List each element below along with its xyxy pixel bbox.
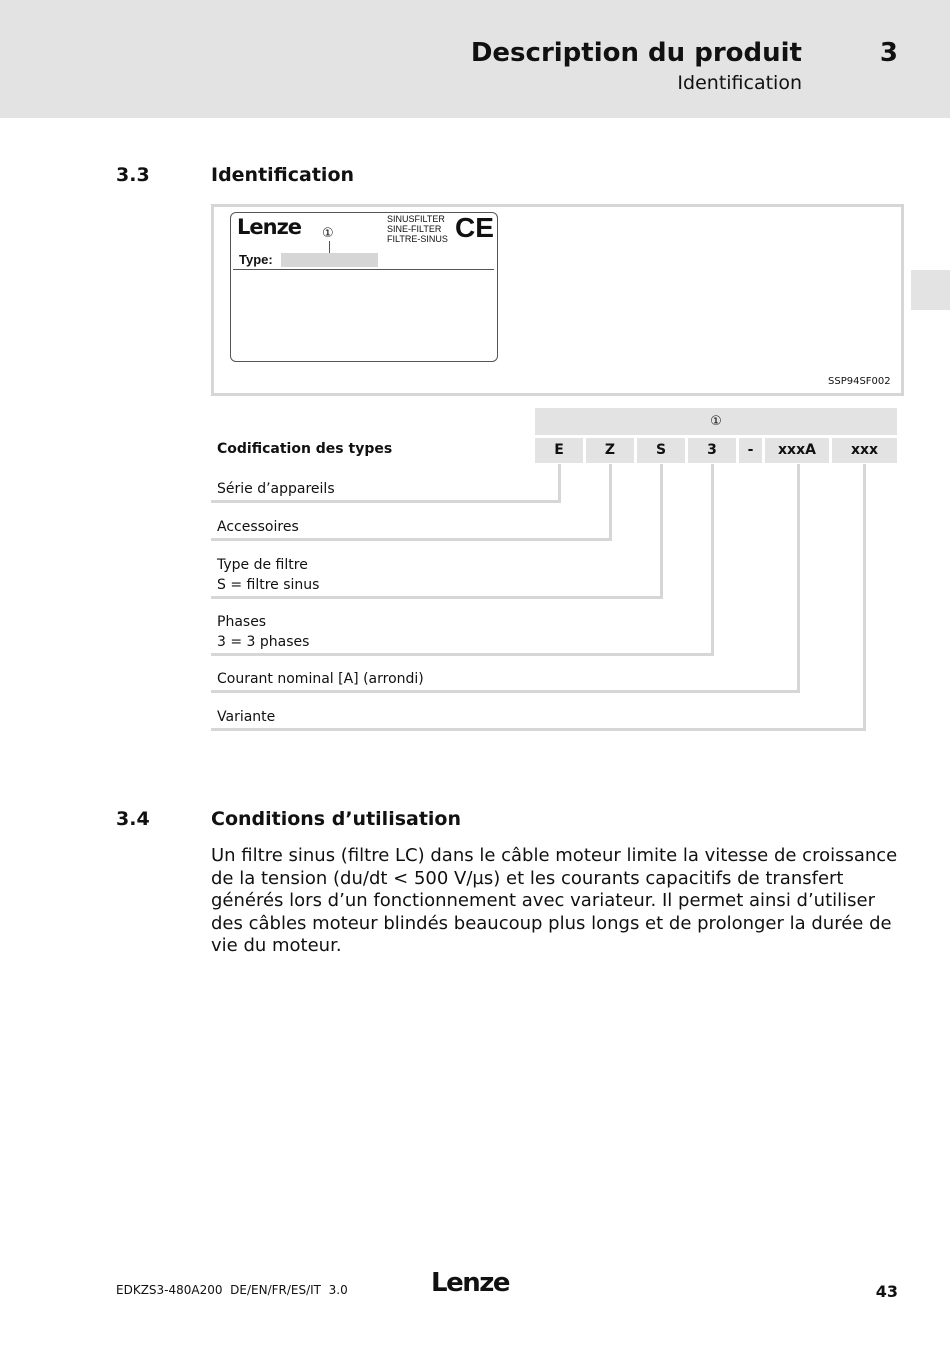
section-number: 3.4 xyxy=(116,808,150,830)
nameplate-brand-logo: Lenze xyxy=(237,215,302,239)
connector-line xyxy=(609,464,612,541)
figure-code: SSP94SF002 xyxy=(828,376,891,387)
type-code-row-label: Phases 3 = 3 phases xyxy=(217,614,310,650)
type-code-row-label: Type de filtre S = filtre sinus xyxy=(217,557,320,593)
section-number: 3.3 xyxy=(116,164,150,186)
type-code-cell: xxx xyxy=(832,438,897,463)
type-code-row-label: Série d’appareils xyxy=(217,481,335,497)
chapter-number: 3 xyxy=(879,38,898,68)
body-paragraph: Un filtre sinus (filtre LC) dans le câble moteur limite la vitesse de croissance de la tension (du/dt < 500 V/µs) et les courants capacitifs de transfert générés lors d’un fonctionnement avec variateur. Il permet ainsi d’utiliser des câbles moteur blindés beaucoup plus longs et de prolonger la durée de vie du moteur. xyxy=(211,845,898,956)
connector-line xyxy=(211,653,714,656)
type-code-row-label: Courant nominal [A] (arrondi) xyxy=(217,671,424,687)
type-code-callout-marker: ① xyxy=(535,408,897,435)
type-code-row-label: Variante xyxy=(217,709,276,725)
type-code-cell: S xyxy=(637,438,685,463)
type-code-cell: xxxA xyxy=(765,438,829,463)
type-field xyxy=(281,253,378,267)
connector-line xyxy=(863,464,866,731)
nameplate-product-line: SINE-FILTER xyxy=(387,224,442,234)
nameplate-product-line: FILTRE-SINUS xyxy=(387,234,448,244)
type-code-cell: E xyxy=(535,438,583,463)
type-label: Type: xyxy=(239,252,273,267)
type-code-cell: 3 xyxy=(688,438,736,463)
connector-line xyxy=(211,538,612,541)
chapter-subtitle: Identification xyxy=(677,72,802,94)
type-code-heading: Codification des types xyxy=(217,441,393,457)
type-code-row-label: Accessoires xyxy=(217,519,299,535)
type-code-cell: - xyxy=(739,438,762,463)
connector-line xyxy=(660,464,663,599)
ce-mark-icon: CE xyxy=(455,212,494,243)
connector-line xyxy=(797,464,800,693)
section-title: Identification xyxy=(211,164,355,186)
chapter-title: Description du produit xyxy=(470,38,802,68)
type-code-cell: Z xyxy=(586,438,634,463)
nameplate-callout-marker: ① xyxy=(322,226,334,241)
connector-line xyxy=(211,690,800,693)
footer-brand-logo: Lenze xyxy=(431,1268,509,1298)
footer-document-id: EDKZS3-480A200 DE/EN/FR/ES/IT 3.0 xyxy=(116,1283,348,1297)
chapter-side-tab xyxy=(911,270,950,310)
connector-line xyxy=(558,464,561,503)
nameplate-product-line: SINUSFILTER xyxy=(387,214,445,224)
connector-line xyxy=(211,728,866,731)
page-number: 43 xyxy=(875,1282,898,1301)
connector-line xyxy=(211,596,663,599)
connector-line xyxy=(711,464,714,656)
nameplate-divider xyxy=(233,269,494,270)
connector-line xyxy=(211,500,561,503)
section-title: Conditions d’utilisation xyxy=(211,808,462,830)
